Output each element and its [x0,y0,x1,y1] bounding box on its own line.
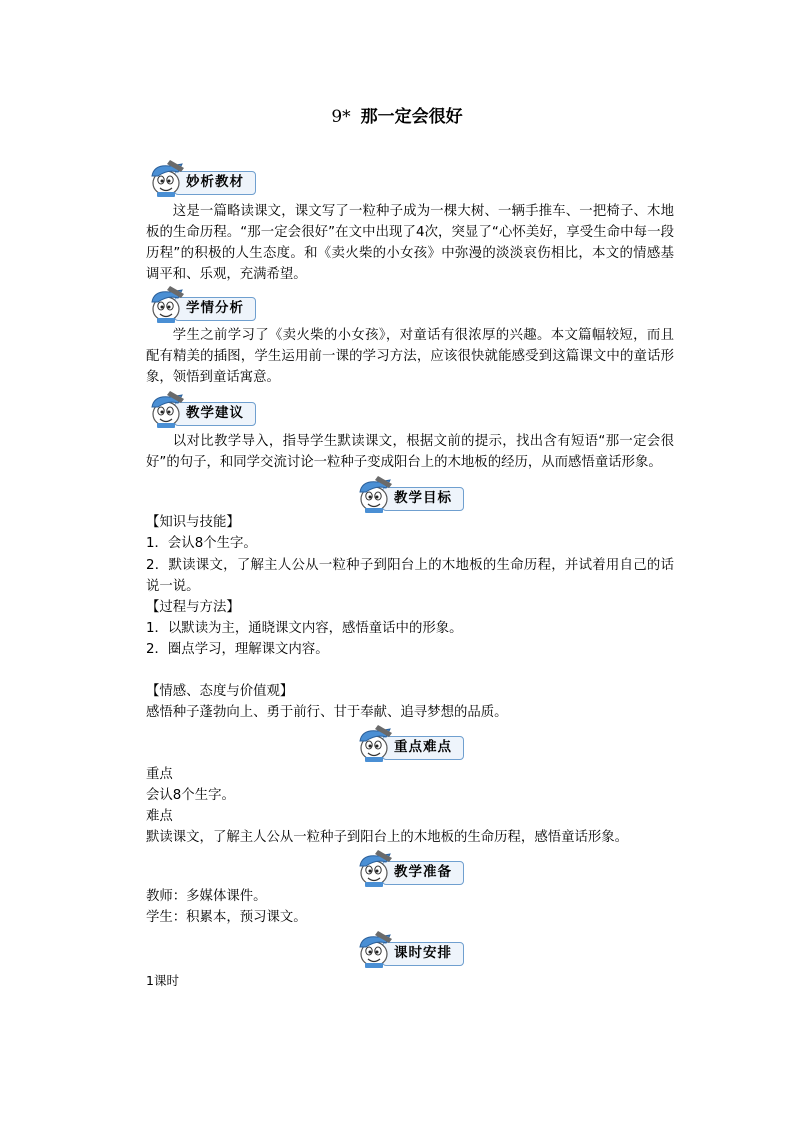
section-badge-schedule [356,929,468,969]
goal-item: 感悟种子蓬勃向上、勇于前行、甘于奉献、追寻梦想的品质。 [146,705,508,720]
pencil-kid-icon [148,158,188,198]
goal-item: 2．默读课文，了解主人公从一粒种子到阳台上的木地板的生命历程，并试着用自己的话说一说。 [146,558,674,594]
section-badge-teaching-goals [356,474,468,514]
subheading-knowledge: 【知识与技能】 [146,515,240,530]
pencil-kid-icon [356,848,396,888]
section-badge-teaching-suggestion [148,389,260,429]
difficulty-text: 默读课文，了解主人公从一粒种子到阳台上的木地板的生命历程，感悟童话形象。 [146,830,629,845]
pencil-kid-icon [356,929,396,969]
preparation-student: 学生：积累本，预习课文。 [146,910,307,925]
key-point-text: 会认8个生字。 [146,788,235,803]
section-badge-label: 教学准备 [382,861,464,885]
section-badge-label: 教学目标 [382,487,464,511]
goal-item: 2．圈点学习，理解课文内容。 [146,642,329,657]
schedule-text: 1课时 [146,973,179,988]
section-badge-student-analysis [148,284,260,324]
section-badge-label: 妙析教材 [174,171,256,195]
section-paragraph: 学生之前学习了《卖火柴的小女孩》，对童话有很浓厚的兴趣。本文篇幅较短，而且配有精美的插图，学生运用前一课的学习方法，应该很快就能感受到这篇课文中的童话形象，领悟到童话寓意。 [146,328,674,385]
section-badge-label: 教学建议 [174,402,256,426]
section-badge-label: 重点难点 [382,736,464,760]
subheading-process: 【过程与方法】 [146,600,240,615]
section-badge-label: 学情分析 [174,297,256,321]
lesson-number: 9* [331,107,351,127]
section-badge-analysis [148,158,260,198]
difficulty-label: 难点 [146,809,173,824]
preparation-teacher: 教师：多媒体课件。 [146,889,267,904]
goal-item: 1．以默读为主，通晓课文内容，感悟童话中的形象。 [146,621,463,636]
pencil-kid-icon [148,389,188,429]
pencil-kid-icon [148,284,188,324]
page-title [0,106,794,128]
section-badge-label: 课时安排 [382,942,464,966]
lesson-title: 那一定会很好 [360,107,463,127]
section-badge-key-points [356,723,468,763]
section-paragraph: 这是一篇略读课文，课文写了一粒种子成为一棵大树、一辆手推车、一把椅子、木地板的生命历程。“那一定会很好”在文中出现了4次，突显了“心怀美好，享受生命中每一段历程”的积极的人生态度。和《卖火柴的小女孩》中弥漫的淡淡哀伤相比，本文的情感基调平和、乐观，充满希望。 [146,204,674,282]
subheading-emotion: 【情感、态度与价值观】 [146,684,294,699]
pencil-kid-icon [356,474,396,514]
section-badge-preparation [356,848,468,888]
goal-item: 1．会认8个生字。 [146,536,257,551]
pencil-kid-icon [356,723,396,763]
section-paragraph: 以对比教学导入，指导学生默读课文，根据文前的提示，找出含有短语“那一定会很好”的句子，和同学交流讨论一粒种子变成阳台上的木地板的经历，从而感悟童话形象。 [146,434,674,470]
key-point-label: 重点 [146,767,173,782]
